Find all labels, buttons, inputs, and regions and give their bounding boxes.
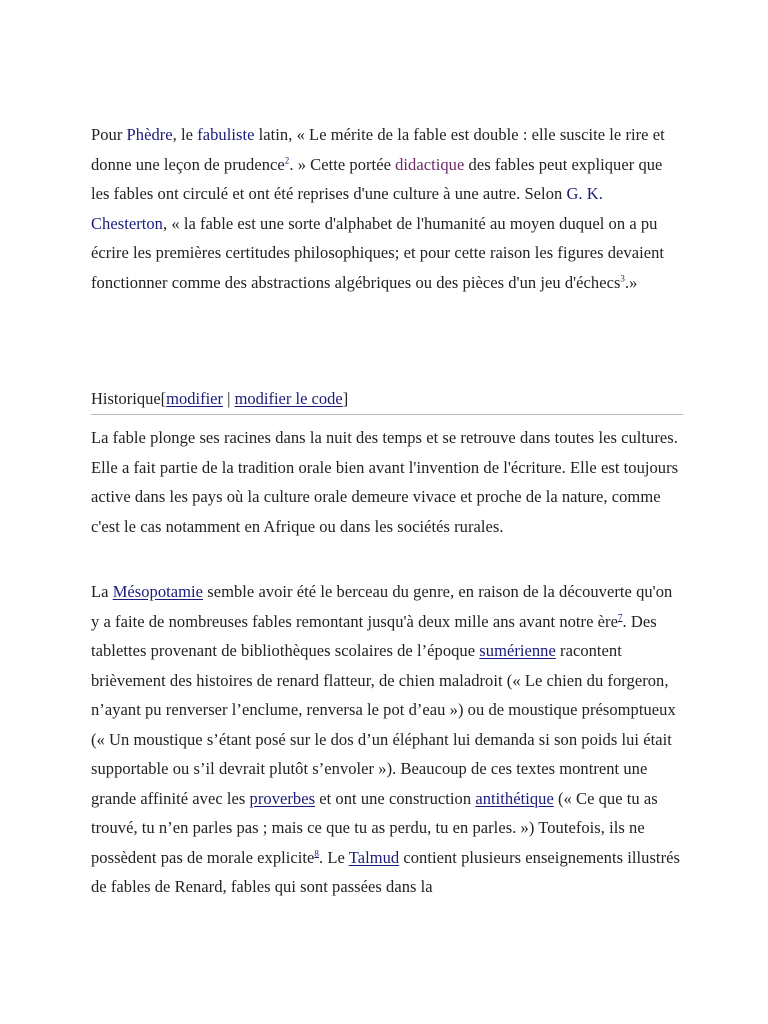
mesopotamie-link[interactable]: Mésopotamie: [112, 582, 204, 601]
intro-text-5: des fables peut expliquer que les fables ont circulé et ont été reprises d'une culture à une autre. Selon: [91, 154, 663, 203]
intro-text-1: Pour: [91, 125, 127, 144]
meso-text-5: et ont une construction: [315, 788, 476, 808]
meso-text-2: semble avoir été le berceau du genre, en raison de la découverte qu'on y a faite de nombreuses fables remontant jusqu'à deux mille ans avant notre ère: [91, 582, 673, 631]
intro-paragraph: [91, 120, 683, 297]
footnote-ref-7[interactable]: 7: [617, 612, 623, 622]
sumerienne-link[interactable]: sumérienne: [479, 641, 556, 660]
chesterton-link[interactable]: G. K. Chesterton: [91, 184, 603, 233]
proverbes-link[interactable]: proverbes: [249, 788, 316, 808]
intro-text-7: .»: [624, 272, 638, 292]
intro-text-4: . » Cette portée: [289, 154, 396, 174]
meso-text-6: (« Ce que tu as trouvé, tu n’en parles pas ; mais ce que tu as perdu, tu en parles. ») Toutefois, ils ne possèdent pas de morale explicite: [91, 788, 658, 867]
meso-text-8: contient plusieurs enseignements illustrés de fables de Renard, fables qui sont passées dans la: [91, 847, 680, 896]
footnote-ref-2[interactable]: 2: [284, 155, 290, 165]
footnote-ref-8[interactable]: 8: [314, 848, 319, 858]
intro-text-2: , le: [172, 125, 198, 144]
article-page: [91, 120, 683, 896]
origins-paragraph: La fable plonge ses racines dans la nuit des temps et se retrouve dans toutes les cultures. Elle a fait partie de la tradition orale bien avant l'invention de l'écriture. Elle est toujours active dans les pays où la culture orale demeure vivace et proche de la nature, comme c'est le cas notamment en Afrique ou dans les sociétés rurales.: [91, 428, 679, 536]
didactique-link[interactable]: didactique: [395, 154, 465, 174]
mesopotamia-paragraph: [91, 577, 683, 902]
edit-separator: |: [223, 389, 235, 408]
bracket-open: [: [160, 389, 167, 408]
talmud-link[interactable]: Talmud: [348, 847, 400, 867]
edit-section-link[interactable]: modifier: [166, 389, 223, 408]
bracket-close: ]: [342, 389, 349, 408]
phedre-link[interactable]: Phèdre: [126, 125, 173, 144]
section-title: Historique: [91, 389, 161, 408]
meso-text-3: . Des tablettes provenant de bibliothèques scolaires de l’époque: [91, 611, 657, 660]
intro-text-6: , « la fable est une sorte d'alphabet de l'humanité au moyen duquel on a pu écrire les premières certitudes philosophiques; et pour cette raison les figures devaient fonctionner comme des abstractions algébriques ou des pièces d'un jeu d'échecs: [91, 213, 665, 292]
edit-source-link[interactable]: modifier le code: [234, 389, 343, 408]
footnote-ref-3[interactable]: 3: [620, 273, 625, 283]
antithetique-link[interactable]: antithétique: [475, 788, 554, 808]
meso-text-7: . Le: [318, 847, 349, 867]
intro-text-3: latin, « Le mérite de la fable est double : elle suscite le rire et donne une leçon de prudence: [91, 125, 665, 174]
section-heading-historique: [91, 386, 683, 415]
fabuliste-link[interactable]: fabuliste: [197, 125, 255, 144]
meso-text-4: racontent brièvement des histoires de renard flatteur, de chien maladroit (« Le chien du forgeron, n’ayant pu renverser l’enclume, renversa le pot d’eau ») ou de moustique présomptueux (« Un moustique s’étant posé sur le dos d’un éléphant lui demanda si son poids lui était supportable ou s’il devrait plutôt s’envoler »). Beaucoup de ces textes montrent une grande affinité avec les: [91, 641, 676, 808]
meso-text-1: La: [91, 582, 113, 601]
